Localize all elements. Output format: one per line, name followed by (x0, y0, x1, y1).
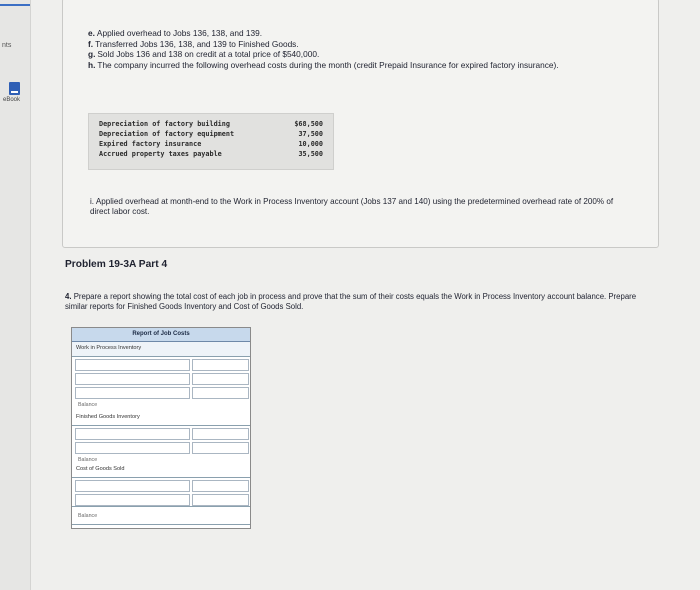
section-heading-fg: Finished Goods Inventory (72, 411, 250, 426)
amount-input[interactable] (192, 428, 249, 440)
step-e: e. Applied overhead to Jobs 136, 138, and 139. (88, 28, 263, 38)
table-row (72, 426, 250, 441)
sidebar-accent-line (0, 4, 30, 6)
job-input[interactable] (75, 480, 190, 492)
ebook-icon[interactable] (9, 82, 20, 95)
report-title: Report of Job Costs (72, 328, 250, 342)
cost-value: 35,500 (298, 150, 323, 158)
amount-input[interactable] (192, 359, 249, 371)
balance-row-fg: Balance (72, 454, 250, 469)
cost-label: Depreciation of factory equipment (99, 130, 235, 138)
section-heading-cogs: Cost of Goods Sold (72, 463, 250, 478)
cost-label: Accrued property taxes payable (99, 150, 222, 158)
step-g: g. Sold Jobs 136 and 138 on credit at a total price of $540,000. (88, 49, 320, 60)
table-row (72, 357, 250, 372)
amount-input[interactable] (192, 373, 249, 385)
job-input[interactable] (75, 373, 190, 385)
cost-value: $68,500 (294, 120, 323, 128)
job-input[interactable] (75, 387, 190, 399)
cost-value: 10,000 (298, 140, 323, 148)
job-input[interactable] (75, 359, 190, 371)
step-f: f. Transferred Jobs 136, 138, and 139 to Finished Goods. (88, 38, 299, 49)
ebook-link[interactable]: eBook (3, 97, 21, 103)
cost-label: Expired factory insurance (99, 140, 202, 148)
table-row (72, 492, 250, 507)
job-input[interactable] (75, 428, 190, 440)
cost-label: Depreciation of factory building (99, 120, 230, 128)
balance-row-cogs: Balance (72, 510, 250, 525)
step-i: i. Applied overhead at month-end to the Work in Process Inventory account (Jobs 137 and 140) using the predetermined overhead rate of 200% of direct labor cost. (90, 197, 614, 217)
balance-row-wip: Balance (72, 399, 250, 414)
amount-input[interactable] (192, 494, 249, 506)
part-title: Problem 19-3A Part 4 (65, 259, 168, 270)
sidebar-partial-label: nts (2, 42, 12, 49)
transaction-steps (88, 28, 628, 70)
amount-input[interactable] (192, 387, 249, 399)
job-cost-report (71, 327, 251, 529)
requirement-text: 4. Prepare a report showing the total cost of each job in process and prove that the sum of their costs equals the Work in Process Inventory account balance. Prepare similar reports for Finished Goods Inventory and Cost of Goods Sold. (65, 292, 637, 311)
table-row (72, 385, 250, 400)
job-input[interactable] (75, 442, 190, 454)
table-row (72, 478, 250, 493)
table-row (72, 440, 250, 455)
cost-value: 37,500 (298, 130, 323, 138)
job-input[interactable] (75, 494, 190, 506)
overhead-costs-table (88, 113, 334, 170)
section-heading-wip: Work in Process Inventory (72, 342, 250, 357)
left-sidebar (0, 0, 31, 590)
amount-input[interactable] (192, 480, 249, 492)
amount-input[interactable] (192, 442, 249, 454)
step-h: h. The company incurred the following overhead costs during the month (credit Prepaid Insurance for expired factory insurance). (88, 59, 559, 70)
table-row (72, 371, 250, 386)
